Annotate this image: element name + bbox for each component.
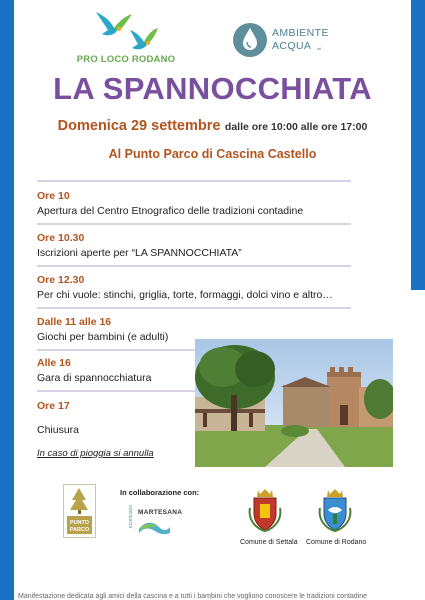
ambiente-line1: AMBIENTE — [272, 27, 329, 39]
event-date: Domenica 29 settembre — [57, 118, 221, 134]
schedule-time-4: Dalle 11 alle 16 — [37, 316, 112, 328]
rain-note: In caso di pioggia si annulla — [37, 448, 154, 459]
ambiente-suffix: srl — [317, 46, 322, 51]
martesana-wave-icon — [137, 519, 171, 535]
ecomuseo-text: ecomuseo — [128, 505, 134, 529]
ambiente-acqua-logo — [232, 22, 342, 62]
rodano-crest-icon — [316, 488, 354, 532]
settala-label: Comune di Settala — [240, 539, 298, 546]
proloco-name: PRO LOCO RODANO — [76, 54, 176, 65]
footer-text: Manifestazione dedicata agli amici della cascina e a tutti i bambini che vogliono conoscere le tradizioni contadine — [18, 593, 368, 600]
right-blue-bar — [411, 0, 425, 290]
settala-crest-icon — [246, 488, 284, 532]
schedule-description-1: Apertura del Centro Etnografico delle tradizioni contadine — [37, 205, 304, 217]
divider — [37, 265, 351, 267]
puntoparco-text-2: PARCO — [69, 527, 90, 533]
puntoparco-logo — [63, 484, 96, 538]
divider — [37, 223, 351, 225]
event-hours: dalle ore 10:00 alle ore 17:00 — [224, 121, 368, 133]
divider — [37, 180, 351, 182]
event-title: LA SPANNOCCHIATA — [53, 71, 372, 106]
event-date-line — [0, 117, 425, 135]
collaboration-label: In collaborazione con: — [120, 488, 200, 497]
schedule-description-5: Gara di spannocchiatura — [37, 372, 152, 384]
schedule-description-6: Chiusura — [37, 424, 80, 436]
martesana-name: MARTESANA — [138, 509, 183, 516]
schedule-time-1: Ore 10 — [37, 190, 70, 202]
rodano-label: Comune di Rodano — [306, 539, 367, 546]
cascina-castello-photo — [195, 339, 393, 467]
puntoparco-text-1: PUNTO — [69, 520, 90, 526]
proloco-logo — [76, 8, 176, 66]
schedule-time-3: Ore 12.30 — [37, 274, 85, 286]
schedule-description-2: Iscrizioni aperte per “LA SPANNOCCHIATA” — [37, 247, 242, 259]
hummingbirds-icon — [90, 8, 162, 52]
ambiente-line2: ACQUA — [272, 40, 312, 52]
divider — [37, 307, 351, 309]
schedule-description-3: Per chi vuole: stinchi, griglia, torte, formaggi, dolci vino e altro… — [37, 289, 333, 301]
water-drop-icon — [232, 22, 268, 58]
schedule-time-6: Ore 17 — [37, 400, 70, 412]
schedule-description-4: Giochi per bambini (e adulti) — [37, 331, 169, 343]
ecomuseo-martesana-logo — [128, 501, 188, 541]
event-location: Al Punto Parco di Cascina Castello — [108, 147, 317, 161]
schedule-time-2: Ore 10.30 — [37, 232, 85, 244]
schedule-time-5: Alle 16 — [37, 357, 71, 369]
